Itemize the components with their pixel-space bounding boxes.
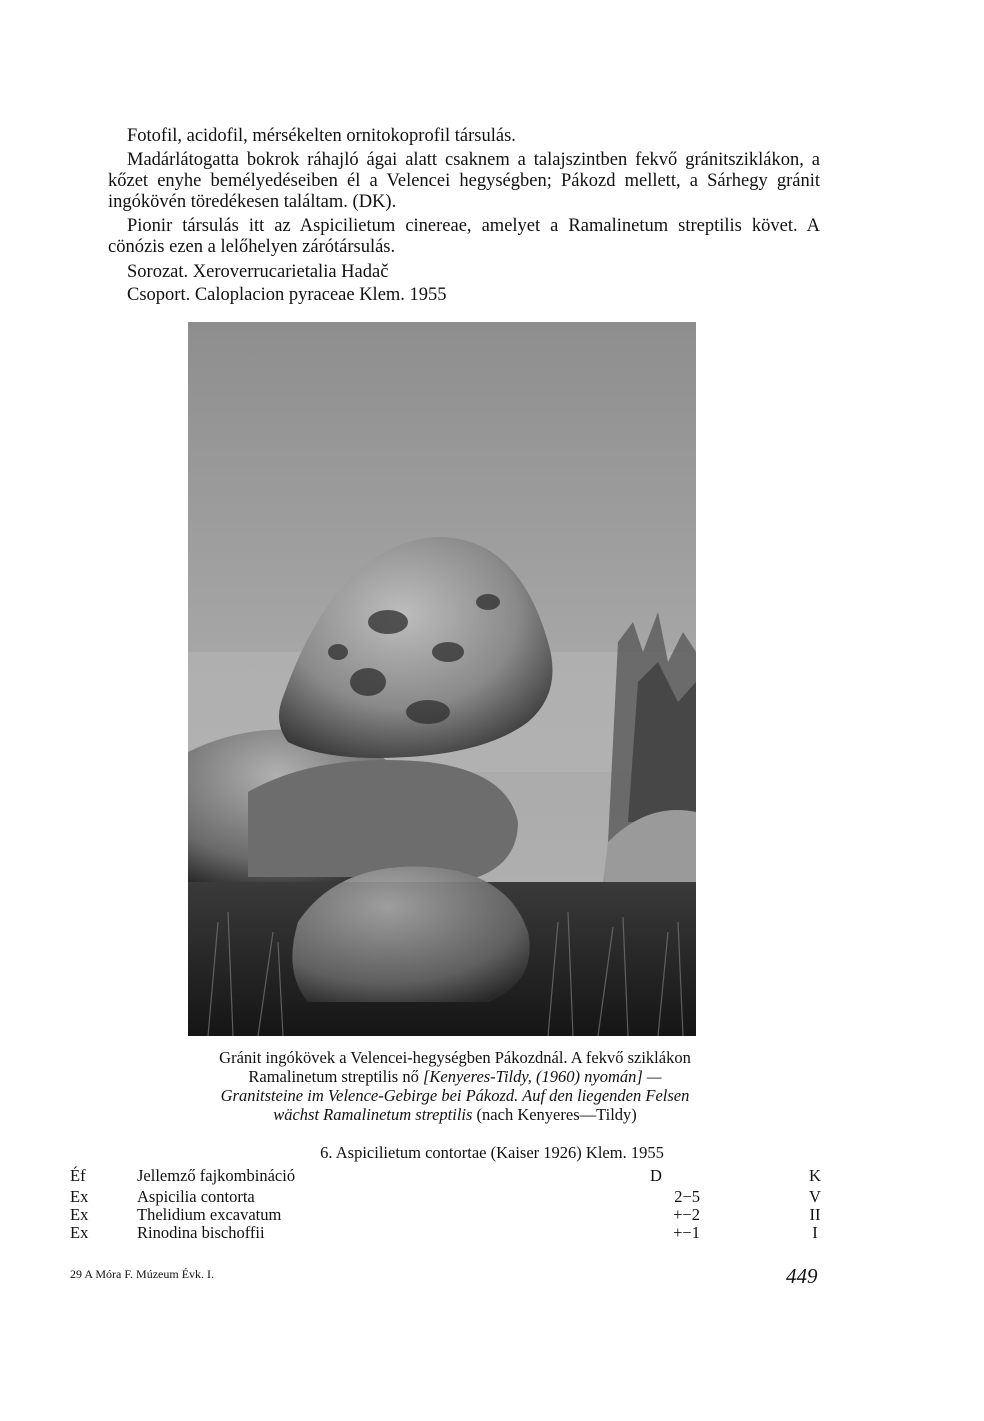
paragraph-habitat: Madárlátogatta bokrok ráhajló ágai alatt csaknem a talajszintben fekvő gránitsziklákon, a kőzet enyhe bemélyedéseiben él a Velencei hegységben; Pákozd mellett, a Sárhegy gránit ingókövén töredékesen találtam. (DK). [108,150,820,212]
granite-rocks-photo [188,322,696,1036]
caption-german-text: wächst Ramalinetum streptilis [273,1105,473,1124]
caption-plain-text: Ramalinetum streptilis nő [248,1067,423,1086]
caption-citation: [Kenyeres-Tildy, (1960) nyomán] — [422,1067,662,1086]
row-species: Aspicilia contorta [137,1187,255,1206]
row-k: II [809,1205,821,1224]
caption-attribution: (nach Kenyeres—Tildy) [472,1105,637,1124]
row-k: V [809,1187,821,1206]
photo-caption-line-2 [160,1067,750,1086]
row-ef: Ex [70,1223,89,1242]
row-ef: Ex [70,1187,89,1206]
row-species: Thelidium excavatum [137,1205,282,1224]
row-species: Rinodina bischoffii [137,1223,265,1242]
paragraph-group: Csoport. Caloplacion pyraceae Klem. 1955 [127,285,447,305]
header-d: D [650,1166,662,1185]
paragraph-series: Sorozat. Xeroverrucarietalia Hadač [127,262,389,282]
row-k: I [812,1223,818,1242]
footer-publication: 29 A Móra F. Múzeum Évk. I. [70,1267,215,1281]
page-number: 449 [786,1264,818,1288]
header-ef: Éf [70,1166,86,1185]
header-species: Jellemző fajkombináció [137,1166,296,1185]
row-d: +−2 [673,1205,700,1224]
photo-caption-line-3: Granitsteine im Velence-Gebirge bei Pákozd. Auf den liegenden Felsen [220,1086,690,1105]
photo-caption-line-4 [160,1105,750,1124]
header-k: K [809,1166,821,1185]
association-title: 6. Aspicilietum contortae (Kaiser 1926) Klem. 1955 [320,1143,664,1162]
row-d: +−1 [673,1223,700,1242]
row-d: 2−5 [674,1187,700,1206]
paragraph-succession: Pionir társulás itt az Aspicilietum cinereae, amelyet a Ramalinetum streptilis követ. A cönózis ezen a lelőhelyen zárótársulás. [108,216,820,257]
granite-rocks-illustration [188,322,696,1036]
row-ef: Ex [70,1205,89,1224]
paragraph-ecology: Fotofil, acidofil, mérsékelten ornitokoprofil társulás. [127,126,516,146]
photo-caption-line-1: Gránit ingókövek a Velencei-hegységben Pákozdnál. A fekvő sziklákon [219,1048,691,1067]
